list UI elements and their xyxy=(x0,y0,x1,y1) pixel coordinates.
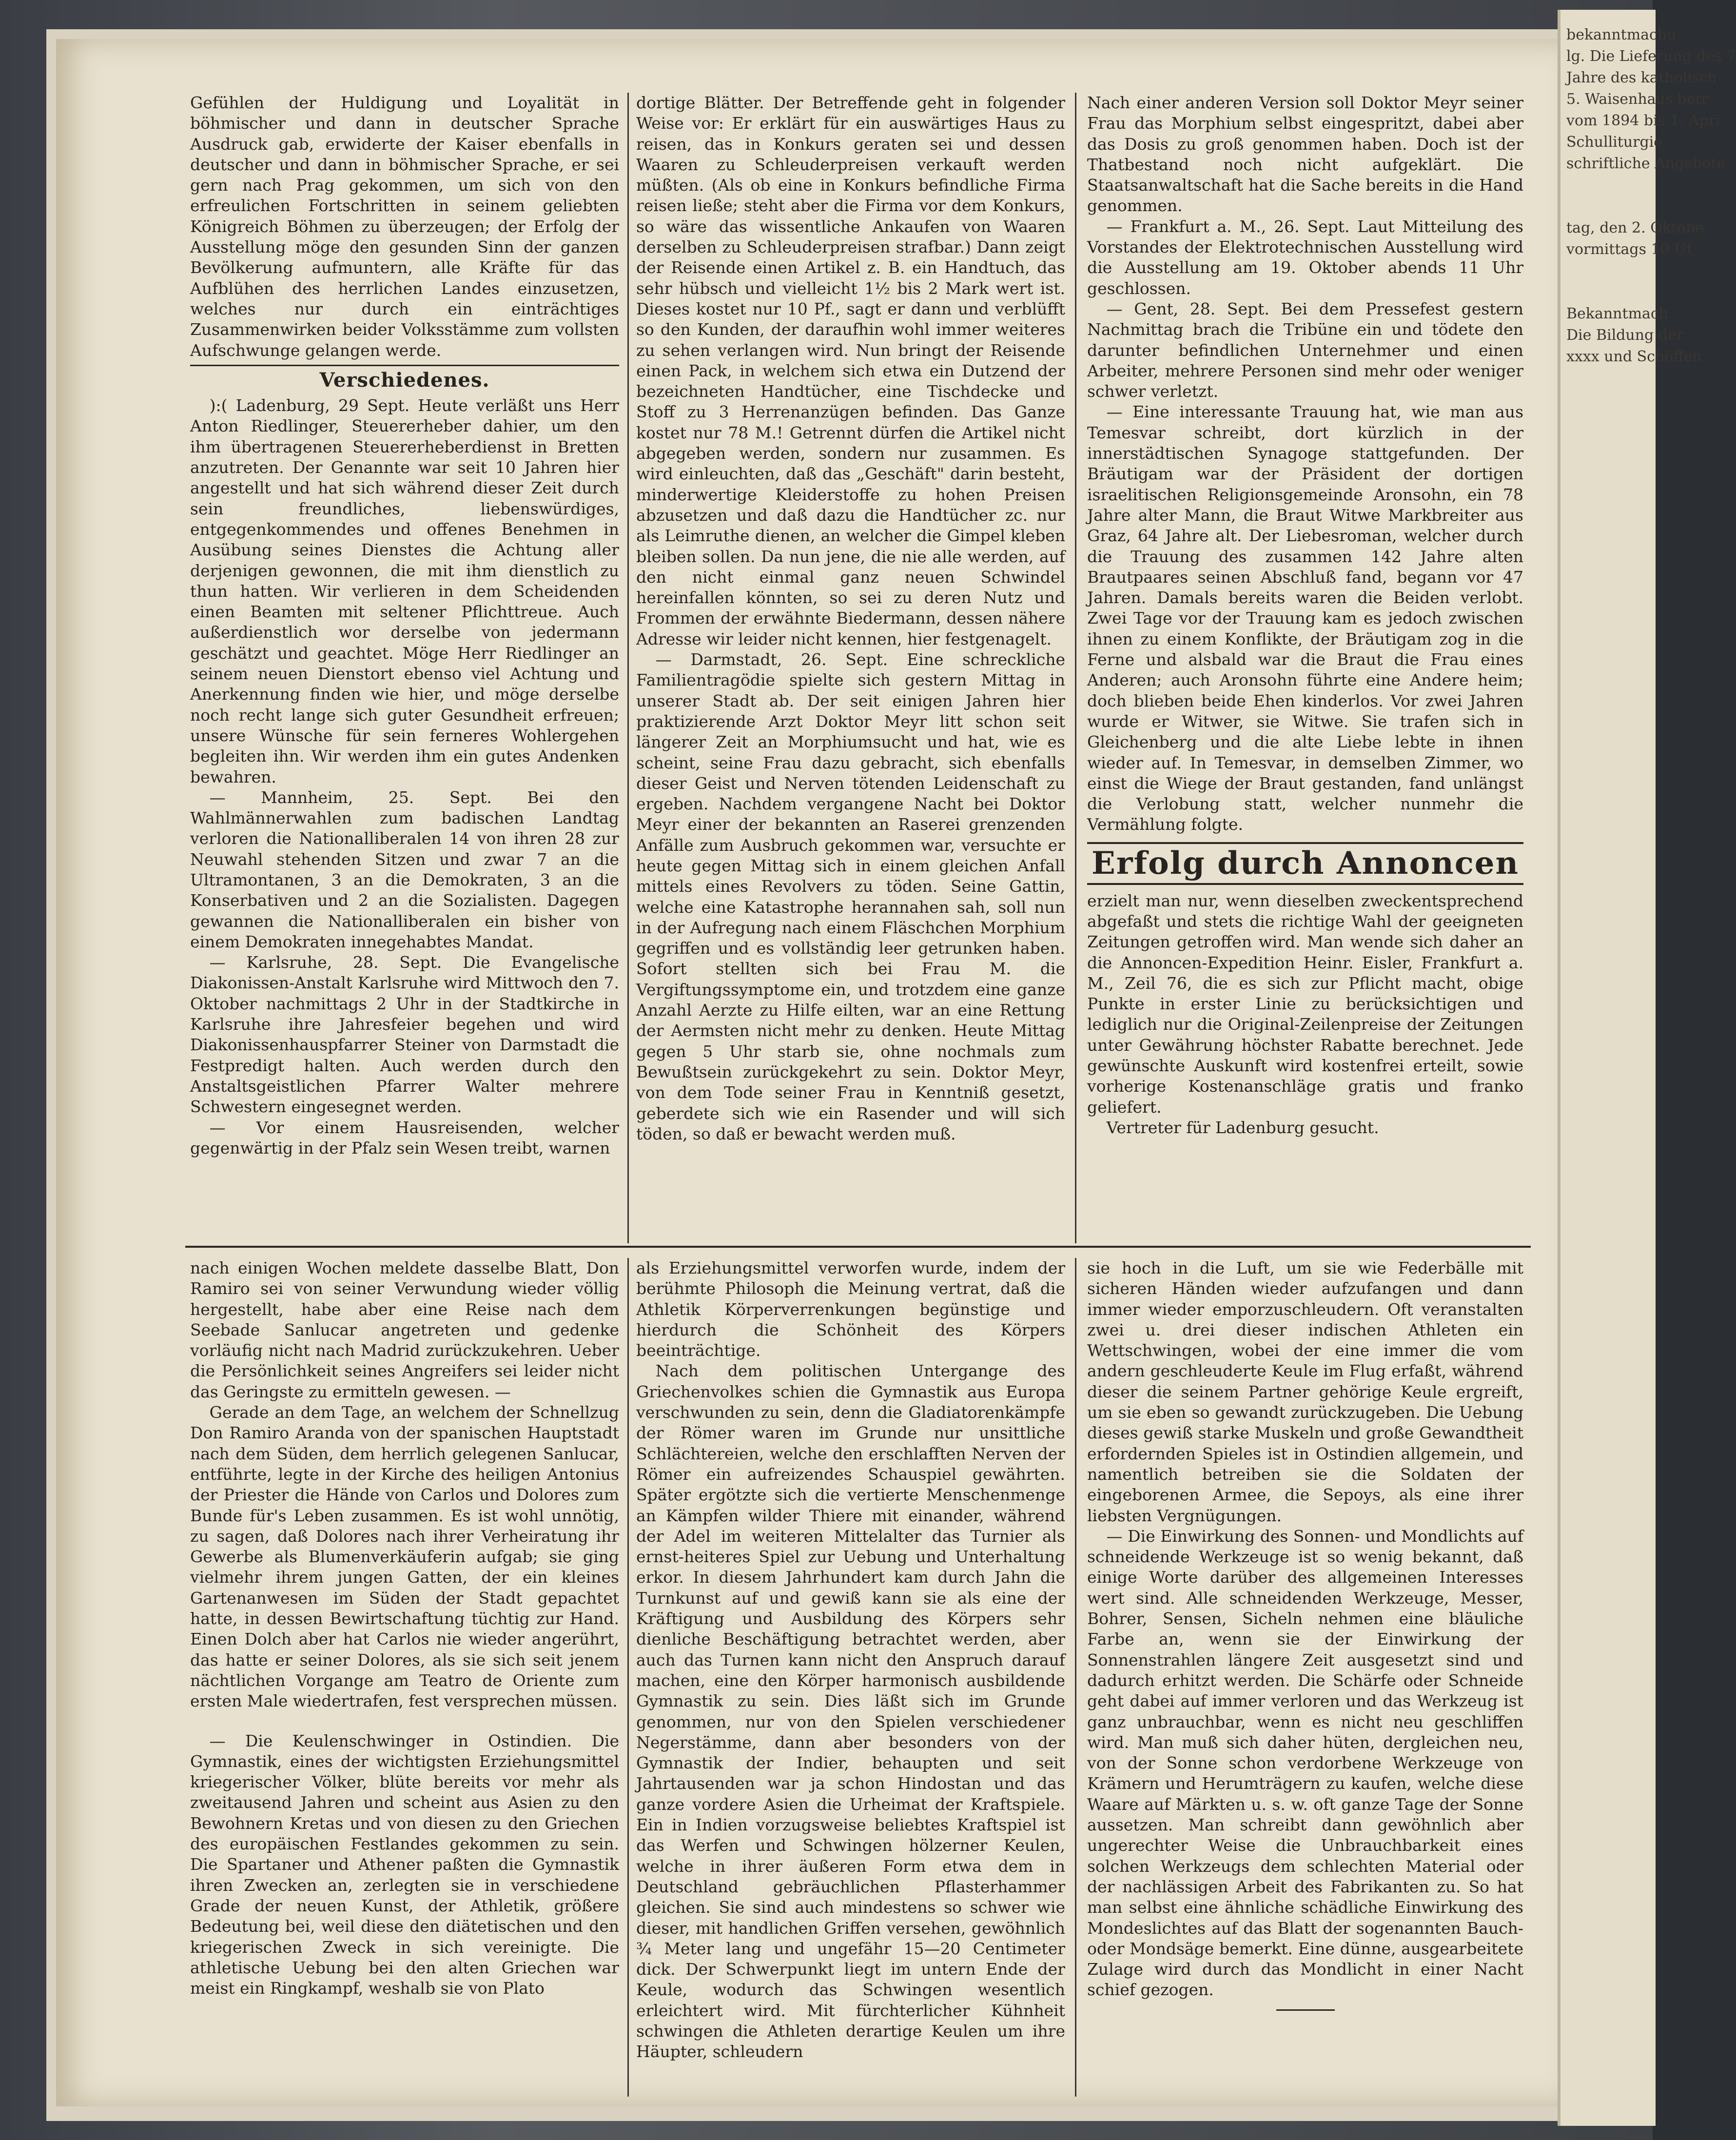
article-text: Nach dem politischen Untergange des Griechenvolkes schien die Gymnastik aus Europa verschwunden zu sein, denn die Gladiatorenkämpfe der Römer waren im Grunde nur unsittliche Schlächtereien, welche den erschlafften Nerven der Römer ein aufreizendes Schauspiel gewährten. Später ergötzte sich die vertierte Menschenmenge an Kämpfen wilder Thiere mit einander, während der Adel im weiteren Mittelalter das Turnier als ernst-heiteres Spiel zur Uebung und Unterhaltung erkor. In diesem Jahrhundert kam durch Jahn die Turnkunst auf und gewiß kann sie als eine der Kräftigung und Ausbildung des Körpers sehr dienliche Beschäftigung betrachtet werden, aber auch das Turnen kann nicht den Anspruch darauf machen, eine den Körper harmonisch ausbildende Gymnastik zu sein. Dies läßt sich im Grunde genommen, nur von den Spielen verschiedener Negerstämme, dann aber besonders von der Gymnastik der Indier, behaupten und seit Jahrtausenden war ja schon Hindostan und das ganze vordere Asien die Urheimat der Kraftspiele. Ein in Indien vorzugsweise beliebtes Kraftspiel ist das Werfen und Schwingen hölzerner Keulen, welche in ihrer äußeren Form etwa dem in Deutschland gebräuchlichen Pflasterhammer gleichen. Sie sind auch mindestens so schwer wie dieser, mit handlichen Griffen versehen, gewöhnlich ¾ Meter lang und ungefähr 15—20 Centimeter dick. Der Schwerpunkt liegt im untern Ende der Keule, wodurch das Schwingen wesentlich erleichtert wird. Mit fürchterlicher Kühnheit schwingen die Athleten derartige Keulen um ihre Häupter, schleudern xyxy=(636,1361,1065,2061)
feuilleton-column-2 xyxy=(636,1258,1065,2062)
advertisement-signature: Vertreter für Ladenburg gesucht. xyxy=(1106,1118,1379,1137)
column-rule xyxy=(1075,1258,1076,2097)
top-column-2 xyxy=(636,93,1065,1144)
top-column-3 xyxy=(1087,93,1523,1138)
section-divider xyxy=(185,1246,1531,1248)
column-rule xyxy=(1075,93,1076,1243)
article-text: — Mannheim, 25. Sept. Bei den Wahlmännerwahlen zum badischen Landtag verloren die Nationalliberalen 14 von ihren 28 zur Neuwahl stehenden Sitzen und zwar 7 an die Ultramontanen, 3 an die Demokraten, 3 an die Konserbativen und 2 an die Sozialisten. Dagegen gewannen die Nationalliberalen ein bisher von einem Demokraten innegehabtes Mandat. xyxy=(190,787,619,951)
column-rule xyxy=(627,1258,629,2097)
advertisement-text: erzielt man nur, wenn dieselben zweckentsprechend abgefaßt und stets die richtige Wahl der geeigneten Zeitungen getroffen wird. Man wende sich daher an die Annoncen-Expedition Heinr. Eisler, Frankfurt a. M., Zeil 76, die es sich zur Pflicht macht, obige Punkte in erster Linie zu berücksichtigen und lediglich nur die Original-Zeilenpreise der Zeitungen unter Gewährung höchster Rabatte berechnet. Jede gewünschte Auskunft wird kostenfrei erteilt, sowie vorherige Kostenanschläge gratis und franko geliefert. xyxy=(1087,891,1523,1117)
article-text: Nach einer anderen Version soll Doktor Meyr seiner Frau das Morphium selbst eingespritzt, dabei aber das Dosis zu groß genommen haben. Doch ist der Thatbestand noch nicht aufgeklärt. Die Staatsanwaltschaft hat die Sache bereits in die Hand genommen. xyxy=(1087,93,1523,216)
article-text: — Frankfurt a. M., 26. Sept. Laut Mitteilung des Vorstandes der Elektrotechnischen Ausstellung wird die Ausstellung am 19. Oktober abends 11 Uhr geschlossen. xyxy=(1087,216,1523,298)
adjacent-page xyxy=(1558,10,1736,2126)
article-text: als Erziehungsmittel verworfen wurde, indem der berühmte Philosoph die Meinung vertrat, daß die Athletik Körperverrenkungen begünstige und hierdurch die Schönheit des Körpers beeinträchtige. xyxy=(636,1258,1065,1360)
top-column-1 xyxy=(190,93,619,1158)
article-text: Gerade an dem Tage, an welchem der Schnellzug Don Ramiro Aranda von der spanischen Hauptstadt nach dem Süden, dem herrlich gelegenen Sanlucar, entführte, legte in der Kirche des heiligen Antonius der Priester die Hände von Carlos und Dolores zum Bunde für's Leben zusammen. Es ist wohl unnötig, zu sagen, daß Dolores nach ihrer Verheiratung ihr Gewerbe als Blumenverkäuferin aufgab; sie ging vielmehr ihrem jungen Gatten, der ein kleines Gartenanwesen im Süden der Stadt gepachtet hatte, in dessen Bewirtschaftung tüchtig zur Hand. Einen Dolch aber hat Carlos nie wieder angerührt, das hatte er seiner Dolores, als sie sich seit jenem nächtlichen Vorgange am Teatro de Oriente zum ersten Male wiedertrafen, fest versprechen müssen. xyxy=(190,1403,619,1711)
feuilleton-column-1 xyxy=(190,1258,619,1999)
article-text: ):( Ladenburg, 29 Sept. Heute verläßt uns Herr Anton Riedlinger, Steuererheber dahier, um den ihm übertragenen Steuererheberdienst in Bretten anzutreten. Der Genannte war seit 10 Jahren hier angestellt und hat sich während dieser Zeit durch sein freundliches, liebenswürdiges, entgegenkommendes und offenes Benehmen in Ausübung seines Dienstes die Achtung aller derjenigen gewonnen, die mit ihm dienstlich zu thun hatten. Wir verlieren in dem Scheidenden einen Beamten mit seltener Pflichttreue. Auch außerdienstlich wor derselbe von jedermann geschätzt und geachtet. Möge Herr Riedlinger an seinem neuen Dienstort ebenso viel Achtung und Anerkennung finden wie hier, und möge derselbe noch recht lange sich guter Gesundheit erfreuen; unsere Wünsche für sein ferneres Wohlergehen begleiten ihn. Wir werden ihm ein gutes Andenken bewahren. xyxy=(190,396,619,786)
article-text: — Eine interessante Trauung hat, wie man aus Temesvar schreibt, dort kürzlich in der innerstädtischen Synagoge stattgefunden. Der Bräutigam war der Präsident der dortigen israelitischen Religionsgemeinde Aronsohn, ein 78 Jahre alter Mann, die Braut Witwe Markbreiter aus Graz, 64 Jahre alt. Der Liebesroman, welcher durch die Trauung des zusammen 142 Jahre alten Brautpaares seinen Abschluß fand, begann vor 47 Jahren. Damals bereits waren die Beiden verlobt. Zwei Tage vor der Trauung kam es jedoch zwischen ihnen zu einem Konflikte, der Bräutigam zog in die Ferne und alsbald war die Braut die Frau eines Anderen; auch Aronsohn führte eine Andere heim; doch blieben beide Ehen kinderlos. Vor zwei Jahren wurde er Witwer, sie Witwe. Sie trafen sich in Gleichenberg und die alte Liebe lebte in ihnen wieder auf. In Temesvar, in demselben Zimmer, wo einst die Wiege der Braut gestanden, fand unlängst die Verlobung statt, welcher nunmehr die Vermählung folgte. xyxy=(1087,402,1523,834)
section-heading: Verschiedenes. xyxy=(319,368,490,392)
column-rule xyxy=(627,93,629,1243)
article-divider xyxy=(190,1723,619,1724)
article-text: — Darmstadt, 26. Sept. Eine schreckliche Familientragödie spielte sich gestern Mittag in unserer Stadt ab. Der seit einigen Jahren hier praktizierende Arzt Doktor Meyr litt schon seit längerer Zeit an Morphiumsucht und hat, wie es scheint, seine Frau dazu gebracht, sich ebenfalls dieser Geist und Nerven tötenden Leidenschaft zu ergeben. Nachdem vergangene Nacht bei Doktor Meyr einer der bekannten an Raserei grenzenden Anfälle zum Ausbruch gekommen war, versuchte er heute gegen Mittag sich in einem gleichen Anfall mittels eines Revolvers zu töden. Seine Gattin, welche eine Katastrophe herannahen sah, soll nun in der Aufregung nach einem Fläschchen Morphium gegriffen und es vollständig leer getrunken haben. Sofort stellten sich bei Frau M. die Vergiftungssymptome ein, und trotzdem eine ganze Anzahl Aerzte zu Hilfe eilten, war an eine Rettung der Aermsten nicht mehr zu denken. Heute Mittag gegen 5 Uhr starb sie, ohne nochmals zum Bewußtsein zurückgekehrt zu sein. Doktor Meyr, von dem Tode seiner Frau in Kenntniß gesetzt, geberdete sich wie ein Rasender und will sich töden, so daß er bewacht werden muß. xyxy=(636,650,1065,1143)
article-text: — Die Keulenschwinger in Ostindien. Die Gymnastik, eines der wichtigsten Erziehungsmittel kriegerischer Völker, blüte bereits vor mehr als zweitausend Jahren und scheint aus Asien zu den Bewohnern Kretas und von diesen zu den Griechen des europäischen Festlandes gekommen zu sein. Die Spartaner und Athener paßten die Gymnastik ihren Zwecken an, zerlegten sie in verschiedene Grade der neuen Kunst, der Athletik, größere Bedeutung bei, weil diese den diätetischen und den kriegerischen Zweck in sich vereinigte. Die athletische Uebung bei den alten Griechen war meist ein Ringkampf, weshalb sie von Plato xyxy=(190,1731,619,1998)
end-rule xyxy=(1276,2009,1335,2011)
article-text: — Karlsruhe, 28. Sept. Die Evangelische Diakonissen-Anstalt Karlsruhe wird Mittwoch den 7. Oktober nachmittags 2 Uhr in der Stadtkirche in Karlsruhe ihre Jahresfeier begehen und wird Diakonissenhauspfarrer Steiner von Darmstadt die Festpredigt halten. Auch werden durch den Anstaltsgeistlichen Pfarrer Walter mehrere Schwestern eingesegnet werden. xyxy=(190,953,619,1117)
article-text: sie hoch in die Luft, um sie wie Federbälle mit sicheren Händen wieder aufzufangen und dann immer wieder emporzuschleudern. Oft veranstalten zwei u. drei dieser indischen Athleten ein Wettschwingen, wobei der eine immer die vom andern geschleuderte Keule im Flug erfaßt, während dieser die seinem Partner gehörige Keule ergreift, um sie eben so gewandt zurückzugeben. Die Uebung dieses gewiß starke Muskeln und große Gewandtheit erfordernden Spieles ist in Ostindien allgemein, und namentlich betreiben sie die Soldaten der eingeborenen Armee, die Sepoys, als eine ihrer liebsten Vergnügungen. xyxy=(1087,1258,1523,1525)
article-text: dortige Blätter. Der Betreffende geht in folgender Weise vor: Er erklärt für ein auswärtiges Haus zu reisen, das in Konkurs geraten sei und dessen Waaren zu Schleuderpreisen verkauft werden müßten. (Als ob eine in Konkurs befindliche Firma reisen ließe; steht aber die Firma vor dem Konkurs, so wäre das wissentliche Ankaufen von Waaren derselben zu Schleuderpreisen strafbar.) Dann zeigt der Reisende einen Artikel z. B. ein Handtuch, das sehr hübsch und vielleicht 1½ bis 2 Mark wert ist. Dieses kostet nur 10 Pf., sagt er dann und verblüfft so den Kunden, der daraufhin wohl immer weiteres zu sehen verlangen wird. Nun bringt der Reisende einen Pack, in welchem sich etwa ein Dutzend der bezeichneten Handtücher, eine Tischdecke und Stoff zu 3 Herrenanzügen befinden. Das Ganze kostet nur 78 M.! Getrennt dürfen die Artikel nicht abgegeben werden, sondern nur zusammen. Es wird einleuchten, daß das „Geschäft" darin besteht, minderwertige Kleiderstoffe zu hohen Preisen abzusetzen und daß dazu die Handtücher zc. nur als Leimruthe dienen, an welcher die Gimpel kleben bleiben sollen. Da nun jene, die nie alle werden, auf den nicht einmal ganz neuen Schwindel hereinfallen könnten, so sei zu deren Nutz und Frommen der erwähnte Biedermann, dessen nähere Adresse wir leider nicht kennen, hier festgenagelt. xyxy=(636,93,1065,648)
article-text: — Vor einem Hausreisenden, welcher gegenwärtig in der Pfalz sein Wesen treibt, warnen xyxy=(190,1118,619,1158)
article-text: — Die Einwirkung des Sonnen- und Mondlichts auf schneidende Werkzeuge ist so wenig bekannt, daß einige Worte darüber des allgemeinen Interesses wert sind. Alle schneidenden Werkzeuge, Messer, Bohrer, Sensen, Sicheln nehmen eine bläuliche Farbe an, wenn sie der Einwirkung der Sonnenstrahlen längere Zeit ausgesetzt sind und dadurch erhitzt werden. Die Schärfe oder Schneide geht dabei auf immer verloren und das Werkzeug ist ganz unbrauchbar, wenn es nicht neu geschliffen wird. Man muß sich daher hüten, dergleichen neu, von der Sonne schon verdorbene Werkzeuge von Krämern und Herumträgern zu kaufen, welche diese Waare auf Märkten u. s. w. oft ganze Tage der Sonne aussetzen. Man schreibt dann gewöhnlich aber ungerechter Weise die Unbrauchbarkeit eines solchen Werkzeugs dem schlechten Material oder der nachlässigen Arbeit des Fabrikanten zu. So hat man selbst eine ähnliche schädliche Einwirkung des Mondeslichtes auf das Blatt der sogenannten Bauch- oder Mondsäge bemerkt. Eine dünne, ausgearbeitete Zulage wird durch das Mondlicht in einer Nacht schief gezogen. xyxy=(1087,1526,1524,2000)
article-text: nach einigen Wochen meldete dasselbe Blatt, Don Ramiro sei von seiner Verwundung wieder völlig hergestellt, habe aber eine Reise nach dem Seebade Sanlucar angetreten und gedenke vorläufig nicht nach Madrid zurückzukehren. Ueber die Persönlichkeit seines Angreifers sei leider nicht das Geringste zu ermitteln gewesen. — xyxy=(190,1258,619,1401)
adjacent-page-text: bekanntmachu lg. Die Lieferung des 7 Jahre des katholisch 5. Waisenhaus betr vom 1894 bis 1. Apri Schulliturgie schriftliche Angebote tag, den 2. Oktobe vormittags 10 Ut Bekanntmach Die Bildung der xxxx und Schöffen xyxy=(1566,26,1736,365)
article-text: Gefühlen der Huldigung und Loyalität in böhmischer und dann in deutscher Sprache Ausdruck gab, erwiderte der Kaiser ebenfalls in deutscher und dann in böhmischer Sprache, er sei gern nach Prag gekommen, um sich von den erfreulichen Fortschritten in seinem geliebten Königreich Böhmen zu überzeugen; der Erfolg der Ausstellung möge den gesunden Sinn der ganzen Bevölkerung aufmuntern, alle Kräfte für das Aufblühen des herrlichen Landes einzusetzen, welches nur durch ein einträchtiges Zusammenwirken beider Volksstämme zum vollsten Aufschwunge gelangen werde. xyxy=(190,93,619,360)
article-divider xyxy=(190,365,619,366)
feuilleton-column-3 xyxy=(1087,1258,1523,2011)
advertisement-title: Erfolg durch Annoncen xyxy=(1087,842,1523,885)
article-text: — Gent, 28. Sept. Bei dem Pressefest gestern Nachmittag brach die Tribüne ein und tödete den darunter befindlichen Unternehmer und einen Arbeiter, mehrere Personen sind mehr oder weniger schwer verletzt. xyxy=(1087,299,1523,401)
